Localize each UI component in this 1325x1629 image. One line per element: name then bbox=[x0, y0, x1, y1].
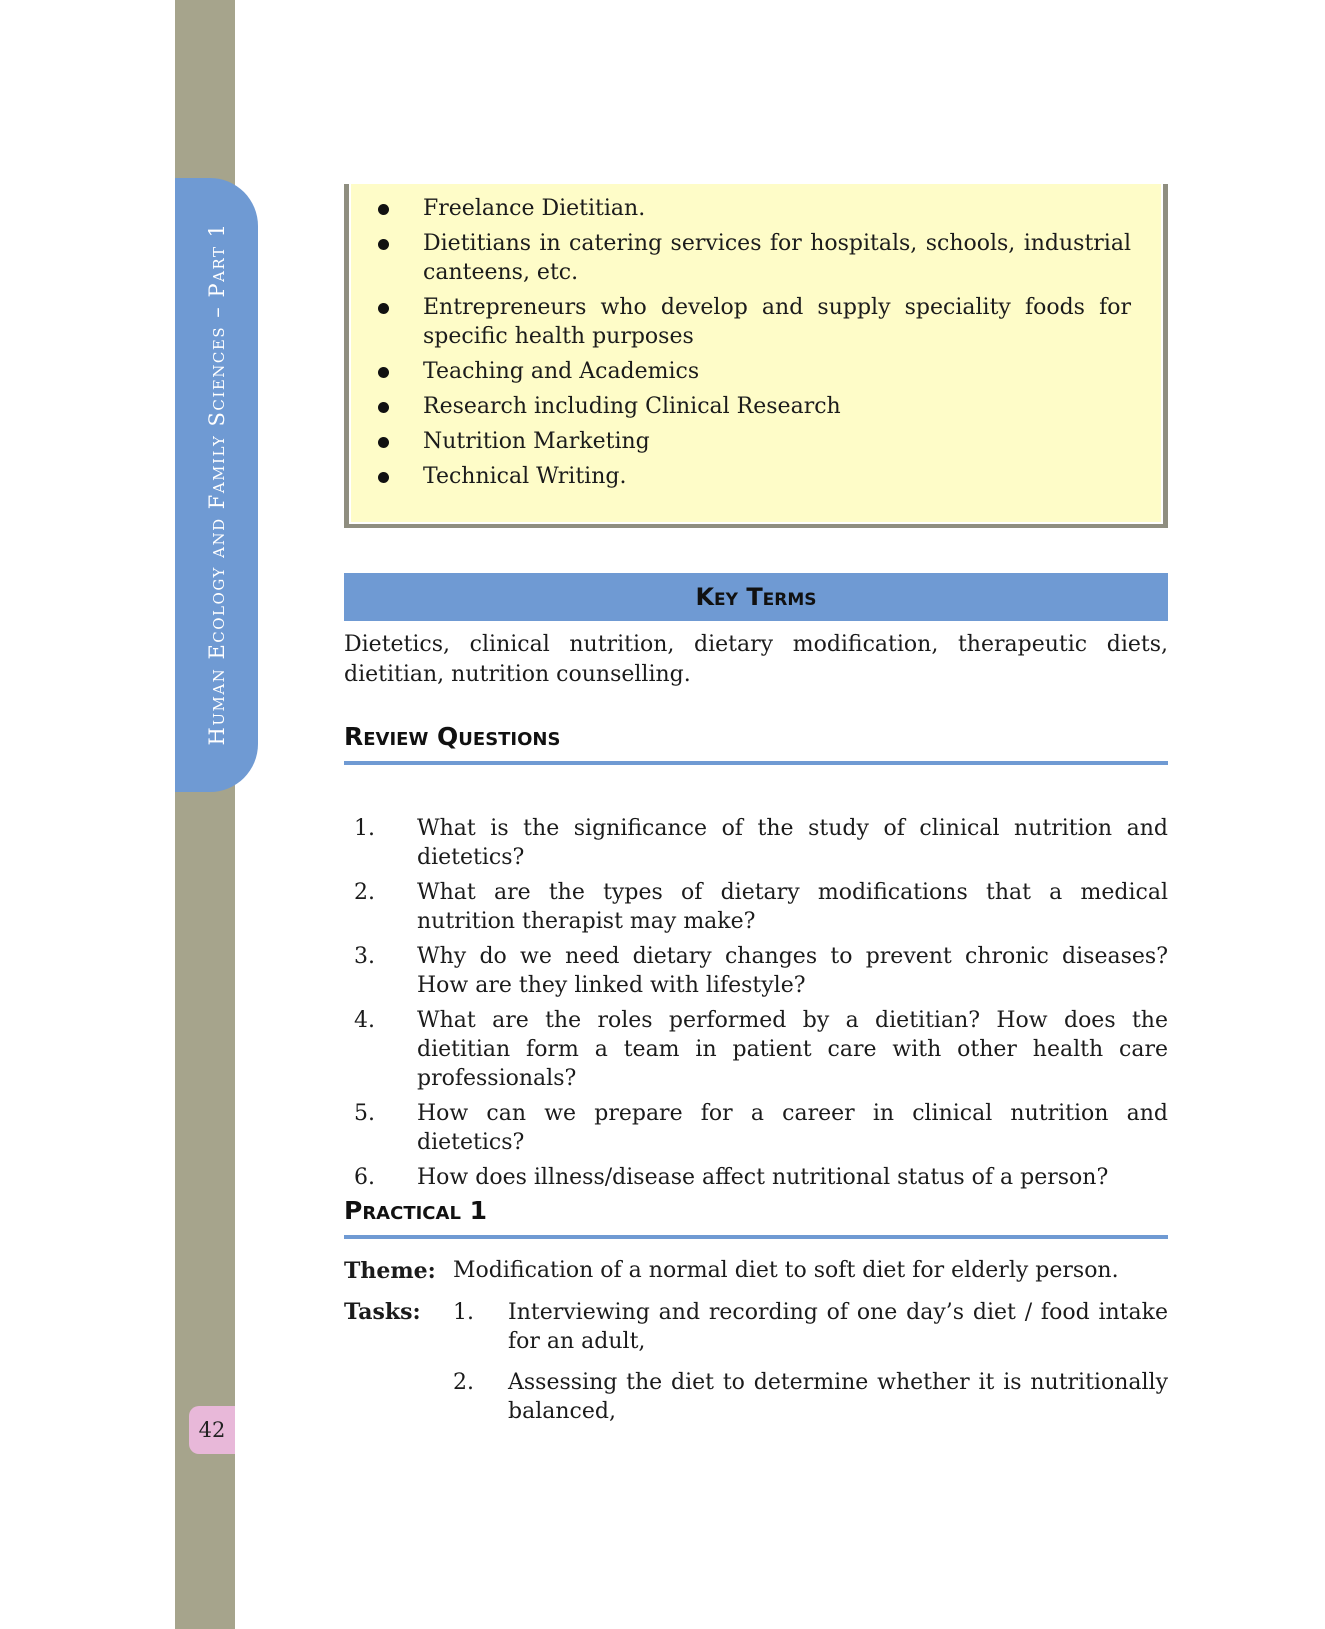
task-text: Assessing the diet to determine whether it is nutritionally balanced, bbox=[508, 1370, 1168, 1424]
page-number: 42 bbox=[189, 1406, 235, 1454]
list-item bbox=[453, 1298, 1168, 1356]
list-item: Research including Clinical Research bbox=[377, 392, 1131, 421]
list-item: Entrepreneurs who develop and supply speciality foods for specific health purposes bbox=[377, 293, 1131, 351]
career-options-list bbox=[377, 194, 1131, 491]
key-terms-text: Dietetics, clinical nutrition, dietary modification, therapeutic diets, dietitian, nutrition counselling. bbox=[344, 632, 1168, 687]
list-item: Teaching and Academics bbox=[377, 357, 1131, 386]
career-options-inner bbox=[349, 184, 1163, 524]
tasks-list bbox=[453, 1298, 1168, 1438]
book-title: Human Ecology and Family Sciences – Part 1 bbox=[205, 222, 229, 746]
list-item: Dietitians in catering services for hospitals, schools, industrial canteens, etc. bbox=[377, 229, 1131, 287]
list-item: Nutrition Marketing bbox=[377, 427, 1131, 456]
list-item bbox=[344, 1163, 1168, 1192]
question-text: What is the significance of the study of clinical nutrition and dietetics? bbox=[417, 816, 1168, 870]
task-number: 1. bbox=[453, 1300, 474, 1325]
question-number: 5. bbox=[354, 1101, 375, 1126]
question-number: 4. bbox=[354, 1008, 375, 1033]
list-item: Technical Writing. bbox=[377, 462, 1131, 491]
question-text: Why do we need dietary changes to prevent chronic diseases? How are they linked with lifestyle? bbox=[417, 944, 1168, 998]
task-text: Interviewing and recording of one day’s diet / food intake for an adult, bbox=[508, 1300, 1168, 1354]
practical-tasks bbox=[344, 1298, 1168, 1438]
career-options-box bbox=[344, 184, 1168, 528]
question-text: What are the types of dietary modifications that a medical nutrition therapist may make? bbox=[417, 880, 1168, 934]
practical-theme bbox=[344, 1256, 1168, 1286]
question-text: How does illness/disease affect nutritional status of a person? bbox=[417, 1165, 1109, 1190]
review-questions-heading: Review Questions bbox=[344, 722, 1168, 765]
question-number: 6. bbox=[354, 1165, 375, 1190]
theme-label: Theme: bbox=[344, 1258, 436, 1284]
list-item bbox=[344, 878, 1168, 936]
theme-text: Modification of a normal diet to soft diet for elderly person. bbox=[453, 1258, 1119, 1283]
tasks-label: Tasks: bbox=[344, 1299, 421, 1325]
list-item bbox=[344, 814, 1168, 872]
list-item bbox=[344, 1099, 1168, 1157]
question-text: How can we prepare for a career in clinical nutrition and dietetics? bbox=[417, 1101, 1168, 1155]
practical-heading: Practical 1 bbox=[344, 1196, 1168, 1239]
list-item bbox=[453, 1368, 1168, 1426]
list-item: Freelance Dietitian. bbox=[377, 194, 1131, 223]
question-text: What are the roles performed by a dietitian? How does the dietitian form a team in patient care with other health care professionals? bbox=[417, 1008, 1168, 1091]
review-questions-list bbox=[344, 814, 1168, 1198]
key-terms-heading: Key Terms bbox=[344, 573, 1168, 621]
list-item bbox=[344, 942, 1168, 1000]
question-number: 2. bbox=[354, 880, 375, 905]
question-number: 3. bbox=[354, 944, 375, 969]
list-item bbox=[344, 1006, 1168, 1093]
task-number: 2. bbox=[453, 1370, 474, 1395]
question-number: 1. bbox=[354, 816, 375, 841]
